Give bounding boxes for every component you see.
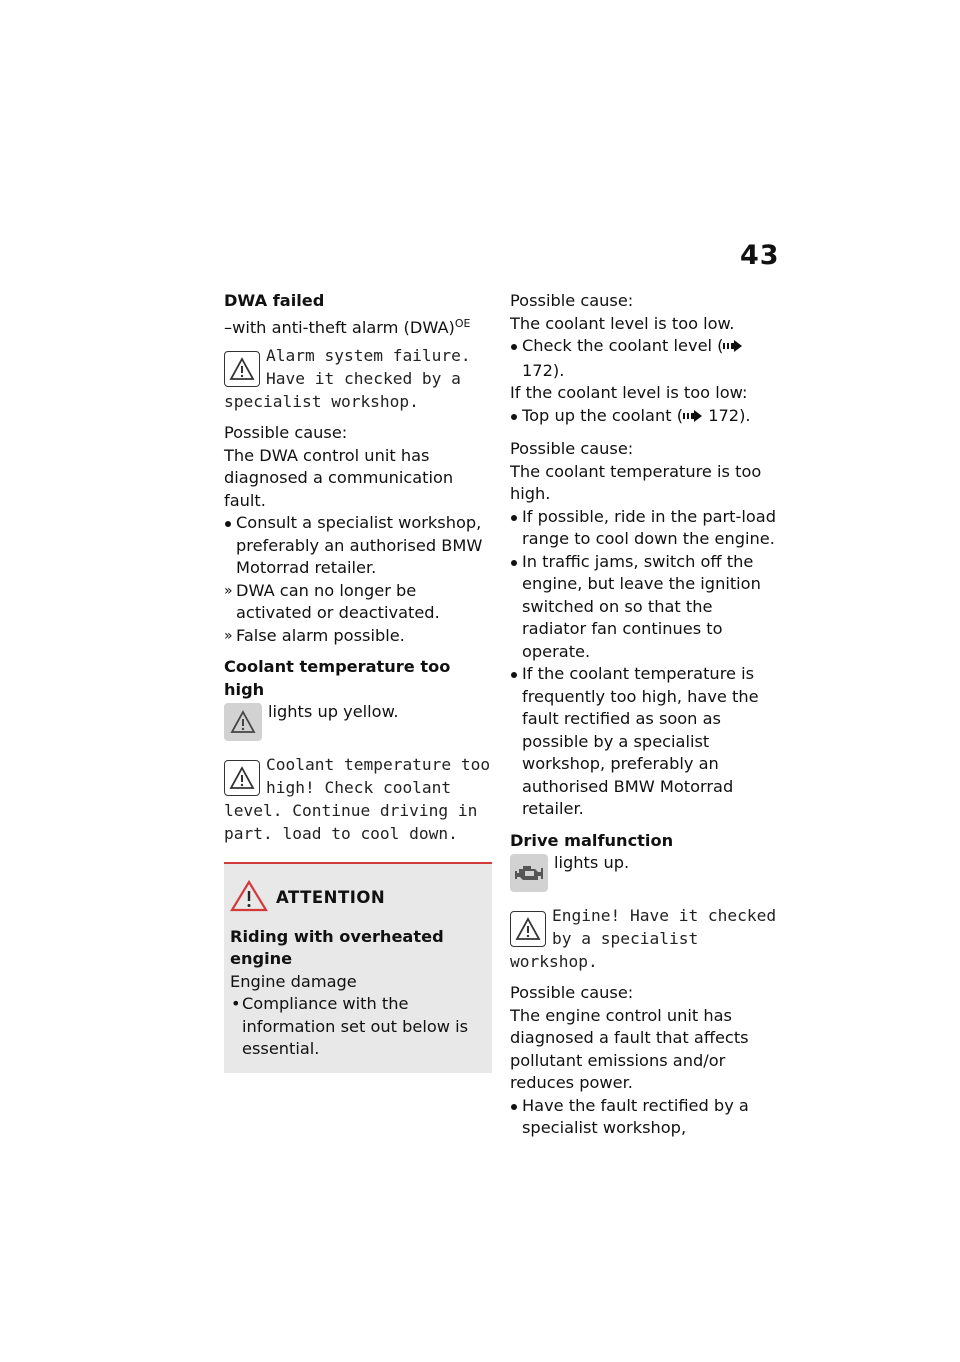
- cause-text: The coolant temperature is too high.: [510, 461, 762, 503]
- dwa-subtitle: [224, 313, 492, 340]
- oe-superscript: OE: [454, 316, 471, 330]
- drive-malfunction-heading: Drive malfunction: [510, 830, 674, 850]
- warning-triangle-icon: [224, 351, 260, 387]
- result-item: » DWA can no longer be activated or deactivated.: [224, 580, 492, 625]
- coolant-display-message: [224, 754, 492, 845]
- page-reference-arrow-icon: [683, 407, 703, 430]
- attention-heading: Riding with overheated engine: [230, 926, 444, 969]
- cause-label: Possible cause:: [224, 423, 348, 443]
- cause-text: The coolant level is too low.: [510, 313, 735, 333]
- coolant-light-line: [224, 701, 492, 745]
- list-item: [510, 405, 780, 430]
- coolant-temp-heading: Coolant temperature too high: [224, 657, 451, 699]
- warning-light-icon: [224, 703, 262, 741]
- list-item: [510, 335, 780, 382]
- dwa-cause-text: The DWA control unit has diagnosed a communication fault.: [224, 445, 454, 510]
- check-level-text: Check the coolant level (: [522, 336, 724, 355]
- list-item: If the coolant temperature is frequently too high, have the fault rectified as soon as possible by a specialist workshop, preferably an authorised BMW Motorrad retailer.: [510, 663, 780, 821]
- page-reference: 172).: [708, 405, 751, 425]
- engine-light-line: [510, 852, 780, 896]
- coolant-light-text: lights up yellow.: [268, 702, 399, 722]
- dwa-display-text: Alarm system failure. Have it checked by a specialist workshop.: [224, 346, 471, 411]
- list-item: In traffic jams, switch off the engine, but leave the ignition switched on so that the radiator fan continues to operate.: [510, 551, 780, 664]
- dwa-failed-heading: DWA failed: [224, 291, 325, 310]
- dwa-display-message: [224, 345, 492, 413]
- right-column: [510, 290, 780, 1140]
- result-item: » False alarm possible.: [224, 625, 492, 648]
- list-item: Consult a specialist workshop, preferably an authorised BMW Motorrad retailer.: [224, 512, 492, 580]
- dwa-subtitle-text: –with anti-theft alarm (DWA): [224, 317, 455, 337]
- list-item: If possible, ride in the part-load range to cool down the engine.: [510, 506, 780, 551]
- if-low-text: If the coolant level is too low:: [510, 383, 748, 402]
- engine-icon: [510, 854, 548, 892]
- left-column: [224, 290, 492, 1073]
- engine-light-text: lights up.: [554, 853, 630, 872]
- warning-triangle-icon: [510, 911, 546, 947]
- list-item: Have the fault rectified by a specialist workshop,: [510, 1095, 780, 1140]
- attention-consequence: Engine damage: [230, 971, 357, 991]
- page-number: 43: [740, 240, 780, 271]
- engine-display-message: [510, 905, 780, 973]
- attention-header: [230, 880, 484, 916]
- engine-display-text: Engine! Have it checked by a specialist workshop.: [510, 906, 777, 971]
- attention-title: ATTENTION: [276, 888, 386, 908]
- page-reference-arrow-icon: [723, 337, 743, 360]
- cause-label: Possible cause:: [510, 983, 634, 1003]
- list-item: • Compliance with the information set out below is essential.: [230, 993, 484, 1061]
- page-reference: 172).: [522, 360, 565, 380]
- attention-warning-icon: [230, 880, 268, 916]
- top-up-text: Top up the coolant (: [522, 405, 684, 425]
- cause-text: The engine control unit has diagnosed a fault that affects pollutant emissions and/or reduces power.: [510, 1005, 749, 1093]
- cause-label: Possible cause:: [510, 439, 634, 458]
- cause-label: Possible cause:: [510, 291, 634, 310]
- coolant-display-text: Coolant temperature too high! Check coolant level. Continue driving in part. load to cool down.: [224, 755, 491, 843]
- attention-box: [224, 862, 492, 1073]
- warning-triangle-icon: [224, 760, 260, 796]
